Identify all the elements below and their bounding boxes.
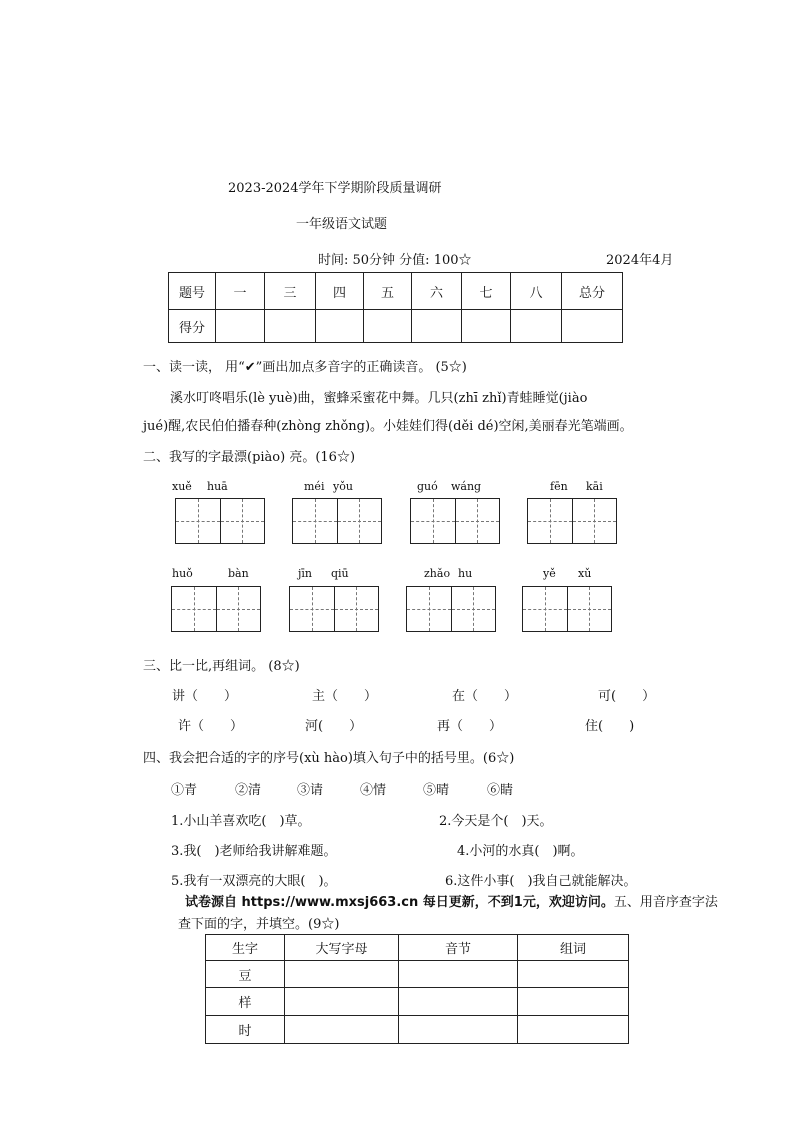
- q4-option: ①青: [171, 783, 198, 798]
- q2-title: 二、我写的字最漂(piào) 亮。(16☆): [143, 450, 356, 465]
- pinyin-label: fēn: [550, 480, 568, 493]
- lookup-blank-cell[interactable]: [399, 1016, 518, 1044]
- q1-text-line1: 溪水叮咚唱乐(lè yuè)曲，蜜蜂采蜜花中舞。几只(zhī zhǐ)青蛙睡觉(jiào: [170, 391, 588, 406]
- score-header-cell: 总分: [562, 273, 623, 310]
- time-score-info: 时间: 50分钟 分值: 100☆: [318, 253, 472, 268]
- source-ad-text: 试卷源自 https://www.mxsj663.cn 每日更新，不到1元，欢迎访问。: [185, 895, 614, 910]
- lookup-char: 样: [206, 988, 285, 1016]
- lookup-blank-cell[interactable]: [518, 988, 629, 1016]
- pinyin-label: huǒ: [172, 567, 193, 580]
- writing-grid[interactable]: [522, 586, 612, 632]
- exam-date: 2024年4月: [606, 253, 674, 268]
- q5-header-line: [185, 891, 718, 910]
- score-blank-cell[interactable]: [562, 310, 623, 343]
- pinyin-label: wáng: [451, 480, 482, 493]
- score-header-cell: 六: [412, 273, 462, 310]
- score-header-cell: 七: [462, 273, 511, 310]
- writing-grid[interactable]: [406, 586, 496, 632]
- exam-title: 2023-2024学年下学期阶段质量调研: [228, 181, 442, 196]
- writing-grid[interactable]: [410, 498, 500, 544]
- q3-item[interactable]: 住( ): [585, 719, 635, 734]
- q3-item[interactable]: 主（ ）: [312, 689, 378, 704]
- pinyin-label: yě: [543, 567, 556, 580]
- score-header-cell: 四: [316, 273, 364, 310]
- lookup-blank-cell[interactable]: [285, 988, 399, 1016]
- score-blank-cell[interactable]: [412, 310, 462, 343]
- score-header-cell: 八: [511, 273, 562, 310]
- q3-item[interactable]: 讲（ ）: [172, 689, 238, 704]
- q3-title: 三、比一比,再组词。 (8☆): [143, 659, 300, 674]
- pinyin-label: hu: [458, 567, 473, 580]
- pinyin-label: yǒu: [333, 480, 353, 493]
- pinyin-label: méi: [304, 480, 325, 493]
- q1-title: 一、读一读， 用“✔”画出加点多音字的正确读音。 (5☆): [143, 360, 467, 375]
- score-row-label: 得分: [169, 310, 216, 343]
- q1-text-line2: jué)醒,农民伯伯播春种(zhòng zhǒng)。小娃娃们得(děi dé)空闲,美丽春光笔端画。: [143, 419, 633, 434]
- lookup-blank-cell[interactable]: [399, 961, 518, 988]
- lookup-blank-cell[interactable]: [285, 1016, 399, 1044]
- score-header-cell: 三: [265, 273, 316, 310]
- writing-grid[interactable]: [289, 586, 379, 632]
- lookup-char: 豆: [206, 961, 285, 988]
- score-header-cell: 五: [364, 273, 412, 310]
- lookup-blank-cell[interactable]: [285, 961, 399, 988]
- lookup-table: [205, 934, 629, 1044]
- q4-sentence[interactable]: 5.我有一双漂亮的大眼( )。: [171, 874, 337, 889]
- q5-title-b: 查下面的字，并填空。(9☆): [178, 917, 340, 932]
- pinyin-label: zhǎo: [424, 567, 451, 580]
- score-blank-cell[interactable]: [462, 310, 511, 343]
- score-blank-cell[interactable]: [316, 310, 364, 343]
- q4-title: 四、我会把合适的字的序号(xù hào)填入句子中的括号里。(6☆): [143, 751, 515, 766]
- q4-option: ⑤晴: [423, 783, 450, 798]
- pinyin-label: xǔ: [578, 567, 592, 580]
- pinyin-label: bàn: [228, 567, 249, 580]
- q3-item[interactable]: 河( ）: [305, 719, 363, 734]
- lookup-header: 组词: [518, 935, 629, 961]
- q3-item[interactable]: 可( ）: [598, 689, 656, 704]
- score-table: [168, 272, 623, 343]
- pinyin-label: huā: [207, 480, 228, 493]
- pinyin-label: xuě: [172, 480, 192, 493]
- score-blank-cell[interactable]: [511, 310, 562, 343]
- lookup-blank-cell[interactable]: [518, 961, 629, 988]
- lookup-header: 生字: [206, 935, 285, 961]
- q4-sentence[interactable]: 3.我( )老师给我讲解难题。: [171, 844, 337, 859]
- score-blank-cell[interactable]: [265, 310, 316, 343]
- lookup-char: 时: [206, 1016, 285, 1044]
- score-header-cell: 题号: [169, 273, 216, 310]
- pinyin-label: qiū: [331, 567, 349, 580]
- writing-grid[interactable]: [171, 586, 261, 632]
- pinyin-label: guó: [417, 480, 438, 493]
- lookup-blank-cell[interactable]: [518, 1016, 629, 1044]
- score-blank-cell[interactable]: [364, 310, 412, 343]
- q4-sentence[interactable]: 6.这件小事( )我自己就能解决。: [445, 874, 637, 889]
- q4-option: ②清: [235, 783, 262, 798]
- exam-subtitle: 一年级语文试题: [296, 217, 388, 232]
- q4-option: ⑥睛: [487, 783, 514, 798]
- score-blank-cell[interactable]: [216, 310, 265, 343]
- writing-grid[interactable]: [527, 498, 617, 544]
- q4-sentence[interactable]: 2.今天是个( )天。: [439, 814, 553, 829]
- q3-item[interactable]: 再（ ）: [437, 719, 503, 734]
- q3-item[interactable]: 许（ ）: [178, 719, 244, 734]
- lookup-header: 音节: [399, 935, 518, 961]
- q3-item[interactable]: 在（ ）: [452, 689, 518, 704]
- score-header-cell: 一: [216, 273, 265, 310]
- q4-sentence[interactable]: 4.小河的水真( )啊。: [457, 844, 584, 859]
- q4-option: ④情: [360, 783, 387, 798]
- writing-grid[interactable]: [175, 498, 265, 544]
- pinyin-label: jīn: [298, 567, 313, 580]
- pinyin-label: kāi: [586, 480, 603, 493]
- q5-title-a: 五、用音序查字法: [613, 895, 718, 910]
- lookup-header: 大写字母: [285, 935, 399, 961]
- lookup-blank-cell[interactable]: [399, 988, 518, 1016]
- q4-option: ③请: [297, 783, 324, 798]
- q4-sentence[interactable]: 1.小山羊喜欢吃( )草。: [171, 814, 311, 829]
- writing-grid[interactable]: [292, 498, 382, 544]
